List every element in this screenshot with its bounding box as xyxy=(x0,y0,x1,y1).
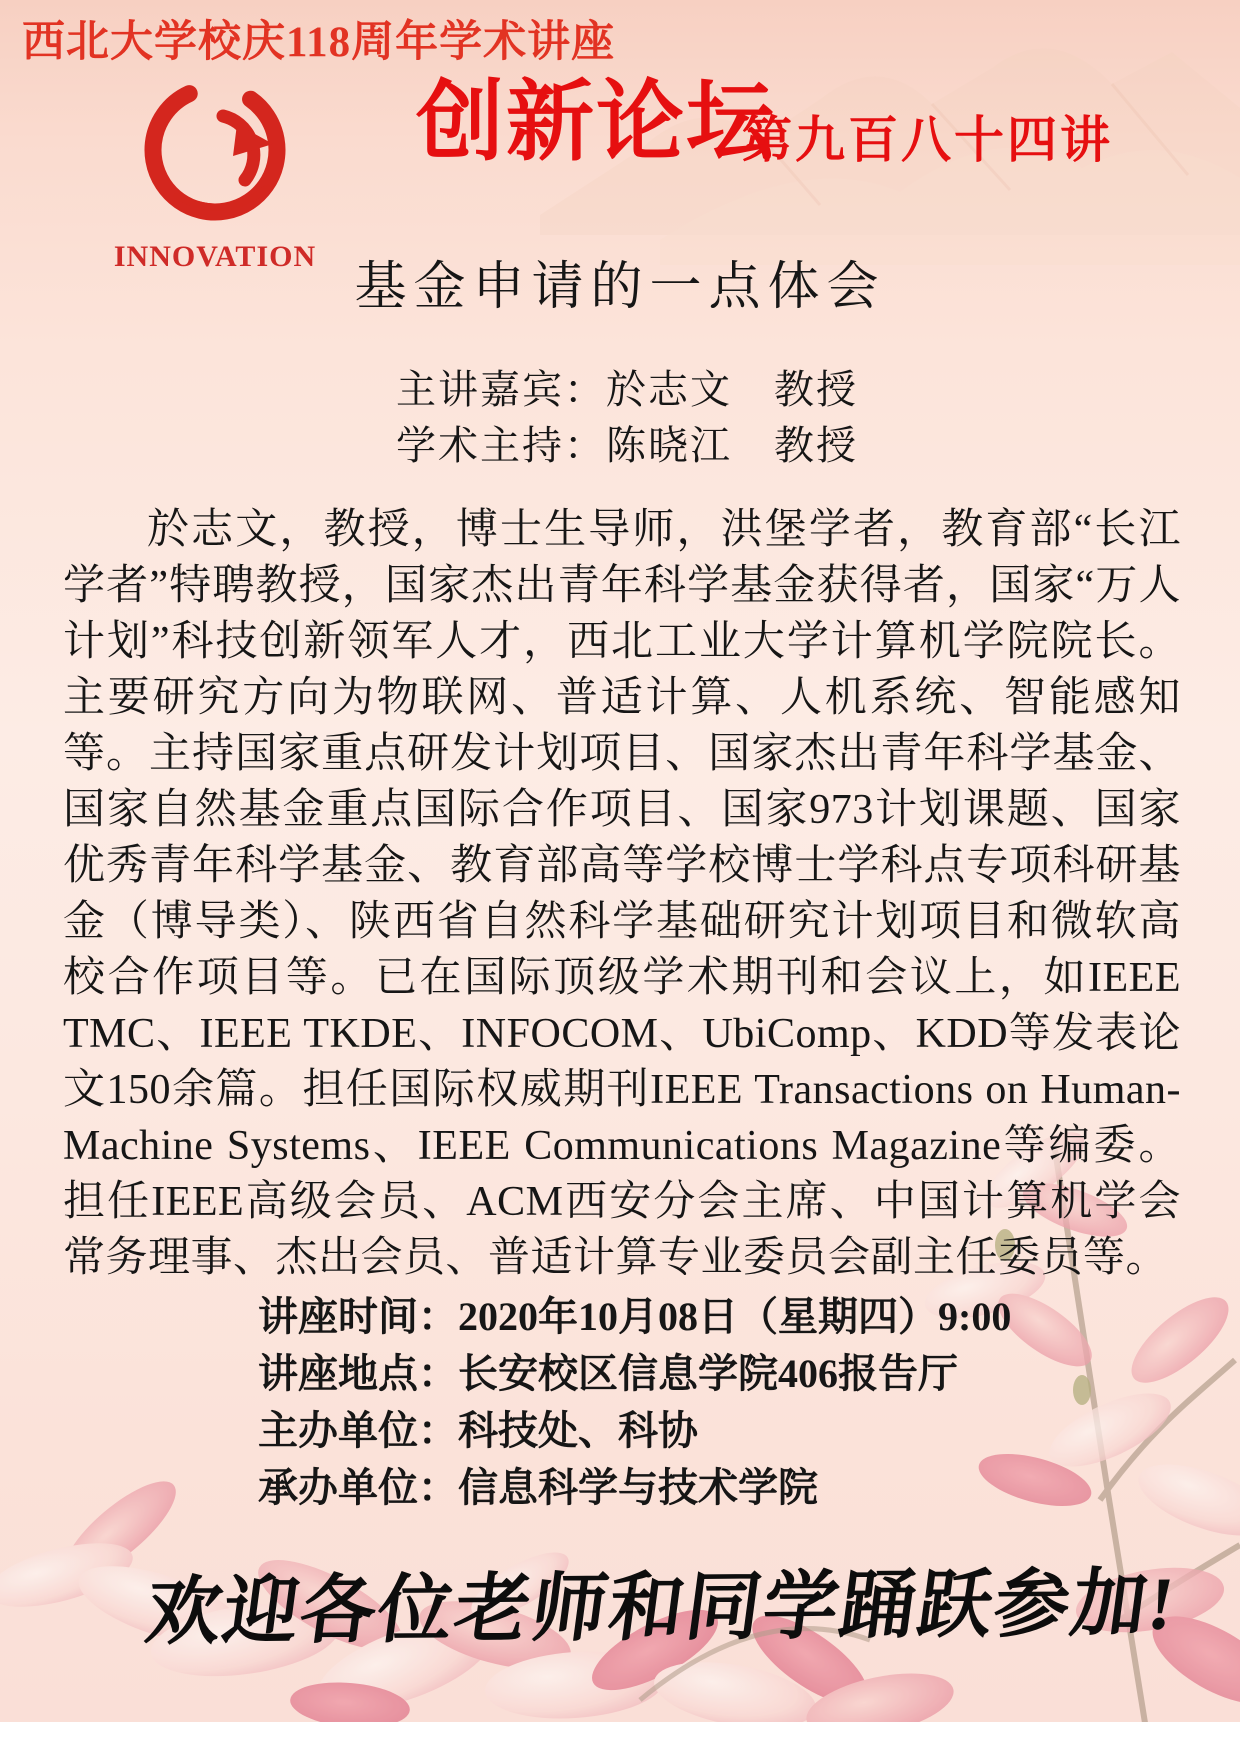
detail-time-label: 讲座时间： xyxy=(258,1294,458,1339)
detail-row-undertaker xyxy=(258,1459,1011,1516)
bottom-white-strip xyxy=(0,1722,1240,1754)
speaker-bio-paragraph: 於志文，教授，博士生导师，洪堡学者，教育部“长江学者”特聘教授，国家杰出青年科学基金获得者，国家“万人计划”科技创新领军人才，西北工业大学计算机学院院长。主要研究方向为物联网、普适计算、人机系统、智能感知等。主持国家重点研发计划项目、国家杰出青年科学基金、国家自然基金重点国际合作项目、国家973计划课题、国家优秀青年科学基金、教育部高等学校博士学科点专项科研基金（博导类）、陕西省自然科学基础研究计划项目和微软高校合作项目等。已在国际顶级学术期刊和会议上，如IEEE TMC、IEEE TKDE、INFOCOM、UbiComp、KDD等发表论文150余篇。担任国际权威期刊IEEE Transactions on Human-Machine Systems、IEEE Communications Magazine等编委。担任IEEE高级会员、ACM西安分会主席、中国计算机学会常务理事、杰出会员、普适计算专业委员会副主任委员等。 xyxy=(63,507,1181,1281)
detail-row-organizer xyxy=(258,1402,1011,1459)
detail-row-time xyxy=(258,1288,1011,1345)
detail-time-value: 2020年10月08日（星期四）9:00 xyxy=(458,1294,1012,1339)
lecture-number: 第九百八十四讲 xyxy=(742,112,1113,168)
detail-organizer-value: 科技处、科协 xyxy=(458,1408,698,1453)
detail-organizer-label: 主办单位： xyxy=(258,1408,458,1453)
speaker-label: 主讲嘉宾： xyxy=(396,367,606,412)
host-label: 学术主持： xyxy=(396,423,606,468)
speaker-line xyxy=(396,358,858,415)
series-title: 西北大学校庆118周年学术讲座 xyxy=(22,19,616,66)
detail-undertaker-label: 承办单位： xyxy=(258,1465,458,1510)
detail-row-location xyxy=(258,1345,1011,1402)
welcome-calligraphy: 欢迎各位老师和同学踊跃参加! xyxy=(140,1562,1182,1655)
innovation-logo xyxy=(95,66,335,274)
detail-location-label: 讲座地点： xyxy=(258,1351,458,1396)
detail-location-value: 长安校区信息学院406报告厅 xyxy=(458,1351,958,1396)
forum-title: 创新论坛 xyxy=(416,72,777,171)
talk-title: 基金申请的一点体会 xyxy=(354,259,886,316)
host-name: 陈晓江 教授 xyxy=(606,423,858,468)
detail-undertaker-value: 信息科学与技术学院 xyxy=(458,1465,818,1510)
speaker-name: 於志文 教授 xyxy=(606,367,858,412)
host-line xyxy=(396,414,858,471)
brush-circle-arrow-icon xyxy=(123,66,308,238)
lecture-details xyxy=(258,1288,1011,1516)
logo-wordmark: INNOVATION xyxy=(113,240,317,273)
